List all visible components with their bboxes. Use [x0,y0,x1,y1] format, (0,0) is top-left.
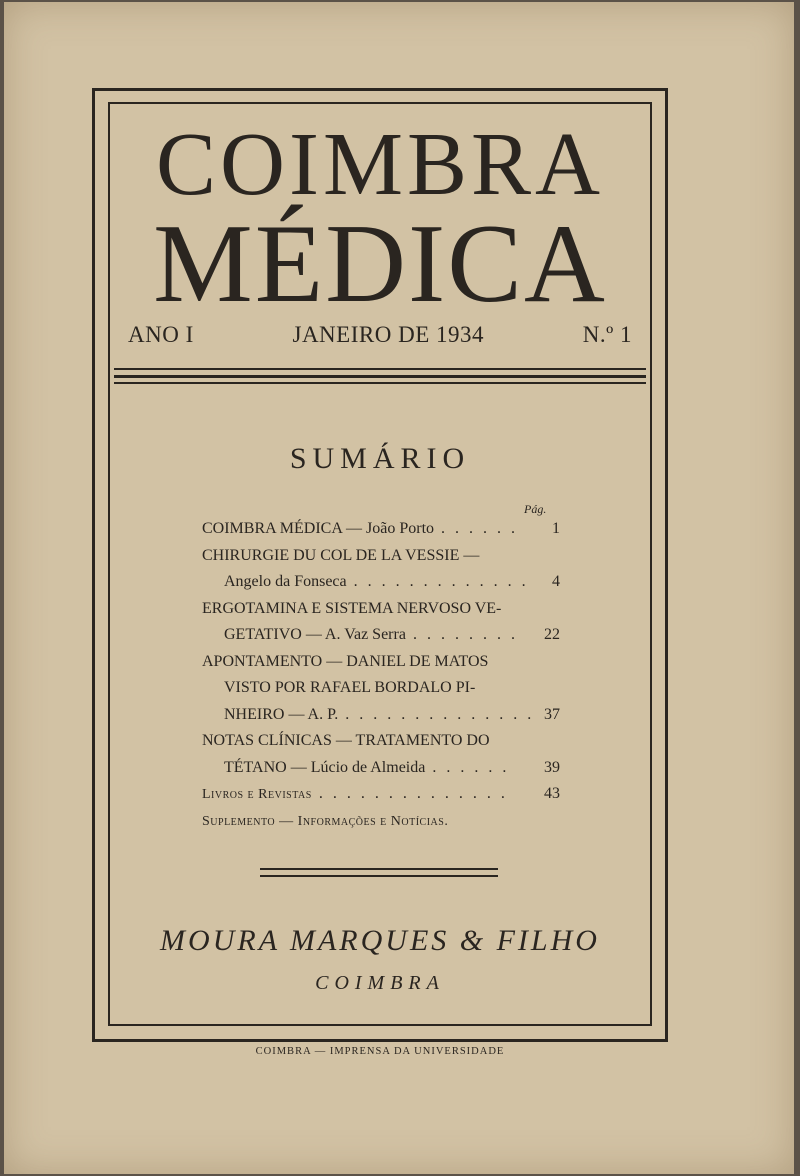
journal-title-line2: MÉDICA [153,202,607,326]
toc-entry-title: APONTAMENTO — DANIEL DE MATOS [202,652,489,670]
journal-title-line1: COIMBRA [155,115,605,214]
toc-entry [202,649,562,676]
issue-number: N.º 1 [582,322,632,347]
toc-entry-continuation: NHEIRO — A. P. . . . . . . . . . . . . . . 37 [202,702,562,729]
publisher-divider-bottom [260,875,498,877]
toc-entry-author: TÉTANO — Lúcio de Almeida [224,758,426,776]
toc-entry-page: 37 [544,705,560,723]
toc-entry-continuation [202,675,562,702]
toc-entry-page: 43 [544,785,560,802]
toc-entry [202,808,562,835]
toc-entry [202,543,562,570]
journal-cover [4,2,794,1174]
toc-entry-page: 22 [544,626,560,643]
toc-entry-continuation: Angelo da Fonseca . . . . . . . . . . . . . 4 [202,569,562,596]
toc-entry [202,596,562,623]
printer-credit: COIMBRA — IMPRENSA DA UNIVERSIDADE [255,1046,505,1057]
page-column-label: Pág. [524,502,547,516]
toc-entry-page: 39 [544,758,560,776]
toc-entry [202,728,562,755]
toc-entry-page: 4 [552,573,560,590]
header-divider-middle [114,375,646,378]
year-label: ANO I [128,322,194,347]
publisher-divider-top [260,868,498,870]
toc-entry-author: GETATIVO — A. Vaz Serra [224,626,406,643]
toc-entry: COIMBRA MÉDICA — João Porto . . . . . . 1 [202,516,562,543]
header-divider-bottom [114,382,646,384]
toc-entry-title: COIMBRA MÉDICA — João Porto [202,520,435,537]
toc-entry-continuation: TÉTANO — Lúcio de Almeida . . . . . . 39 [202,755,562,782]
toc-entry-author: Angelo da Fonseca [224,573,347,590]
issue-info [128,322,632,348]
toc-entry-page: 1 [552,520,560,537]
toc-entry-title: NOTAS CLÍNICAS — TRATAMENTO DO [202,732,490,749]
table-of-contents [202,516,562,834]
toc-entry-title: Livros e Revistas [202,787,312,802]
summary-heading: SUMÁRIO [289,442,471,475]
toc-entry-title: ERGOTAMINA E SISTEMA NERVOSO VE- [202,599,502,617]
toc-entry-title: VISTO POR RAFAEL BORDALO PI- [224,679,476,696]
toc-entry-title: CHIRURGIE DU COL DE LA VESSIE — [202,546,480,564]
issue-date: JANEIRO DE 1934 [292,322,484,347]
header-divider-top [114,368,646,370]
publisher-city: COIMBRA [315,972,445,994]
toc-entry-title: Suplemento — Informações e Notícias. [202,813,449,829]
toc-entry-author: NHEIRO — A. P. [224,705,339,723]
toc-entry-continuation: GETATIVO — A. Vaz Serra . . . . . . . . 22 [202,622,562,649]
toc-entry: Livros e Revistas . . . . . . . . . . . . . . 43 [202,781,562,808]
publisher-name: MOURA MARQUES & FILHO [160,924,600,957]
